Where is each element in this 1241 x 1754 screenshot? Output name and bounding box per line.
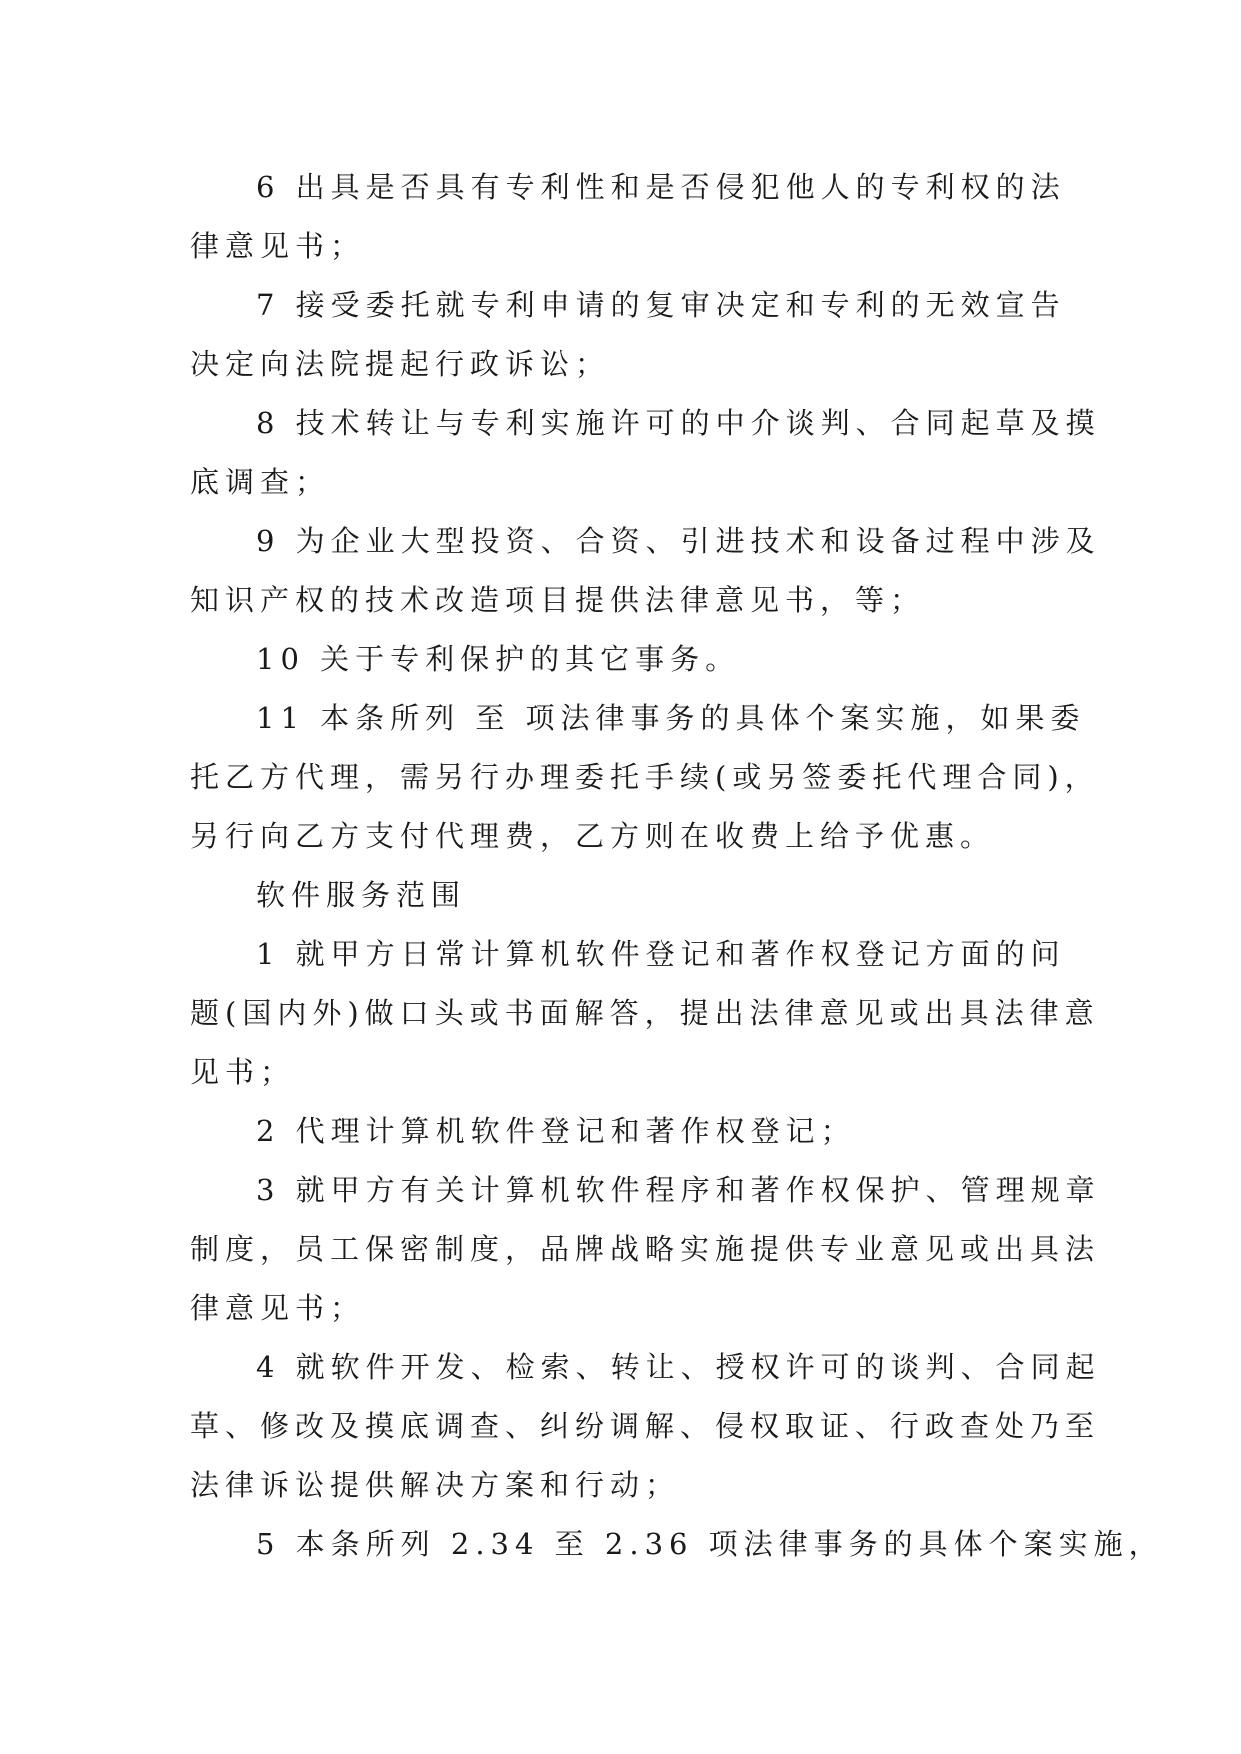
text-line: 4 就软件开发、检索、转让、授权许可的谈判、合同起 xyxy=(256,1350,1101,1384)
text-line: 7 接受委托就专利申请的复审决定和专利的无效宣告 xyxy=(256,288,1066,322)
text-line: 律意见书； xyxy=(190,229,366,263)
document-body xyxy=(190,158,1164,1574)
text-line: 法律诉讼提供解决方案和行动； xyxy=(190,1468,681,1502)
text-line: 10 关于专利保护的其它事务。 xyxy=(256,642,741,676)
text-line: 律意见书； xyxy=(190,1291,366,1325)
text-line: 1 就甲方日常计算机软件登记和著作权登记方面的问 xyxy=(256,937,1066,971)
text-line: 题(国内外)做口头或书面解答，提出法律意见或出具法律意 xyxy=(190,996,1100,1030)
text-line: 制度，员工保密制度，品牌战略实施提供专业意见或出具法 xyxy=(190,1232,1101,1266)
text-line: 2 代理计算机软件登记和著作权登记； xyxy=(256,1114,856,1148)
text-line: 决定向法院提起行政诉讼； xyxy=(190,347,611,381)
text-line: 9 为企业大型投资、合资、引进技术和设备过程中涉及 xyxy=(256,524,1101,558)
text-line: 11 本条所列 至 项法律事务的具体个案实施，如果委 xyxy=(256,701,1086,735)
text-line: 6 出具是否具有专利性和是否侵犯他人的专利权的法 xyxy=(256,170,1066,204)
text-line: 5 本条所列 2.34 至 2.36 项法律事务的具体个案实施， xyxy=(256,1527,1164,1561)
text-line: 见书； xyxy=(190,1055,296,1089)
text-line: 另行向乙方支付代理费，乙方则在收费上给予优惠。 xyxy=(190,819,996,853)
text-line: 8 技术转让与专利实施许可的中介谈判、合同起草及摸 xyxy=(256,406,1101,440)
section-heading: 软件服务范围 xyxy=(256,878,467,912)
text-line: 知识产权的技术改造项目提供法律意见书，等； xyxy=(190,583,926,617)
text-line: 草、修改及摸底调查、纠纷调解、侵权取证、行政查处乃至 xyxy=(190,1409,1101,1443)
text-line: 底调查； xyxy=(190,465,331,499)
text-line: 3 就甲方有关计算机软件程序和著作权保护、管理规章 xyxy=(256,1173,1101,1207)
text-line: 托乙方代理，需另行办理委托手续(或另签委托代理合同)， xyxy=(190,760,1100,794)
